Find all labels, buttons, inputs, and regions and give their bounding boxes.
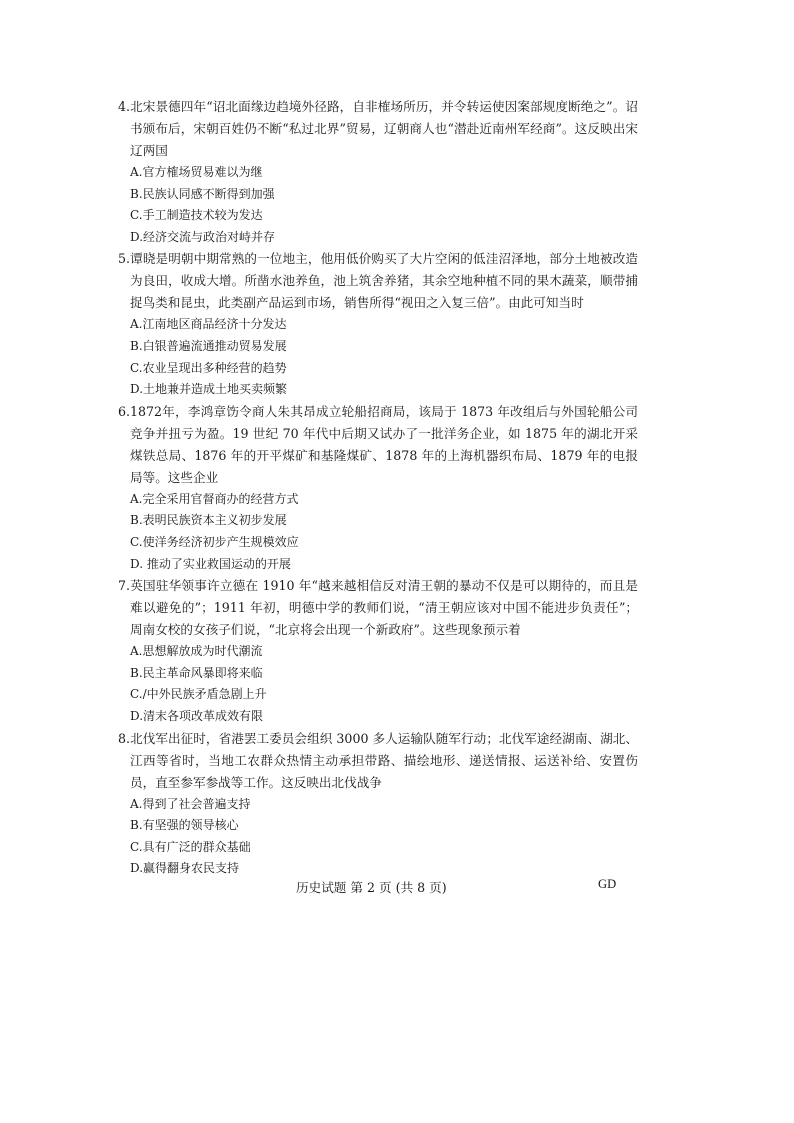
option-b: B.民族认同感不断得到加强: [130, 186, 275, 201]
option-a: A.思想解放成为时代潮流: [130, 644, 263, 659]
option-b: B.表明民族资本主义初步发展: [130, 513, 287, 528]
question-stem: 6.1872年，李鸿章饬令商人朱其昂成立轮船招商局，该局于 1873 年改组后与外国轮船公司竞争并扭亏为盈。19 世纪 70 年代中后期又试办了一批洋务企业，如 1875 年的湖北开采煤铁总局、1876 年的开平煤矿和基隆煤矿、1878 年的上海机器织布局、1879 年的电报局等。这些企业: [118, 403, 638, 485]
question-8: [118, 728, 638, 880]
option-b: B.有坚强的领导核心: [130, 818, 239, 833]
option-b: B.白银普遍流通推动贸易发展: [130, 338, 287, 353]
option-c: C.农业呈现出多种经营的趋势: [130, 360, 287, 375]
option-c: C.具有广泛的群众基础: [130, 839, 251, 854]
option-c: C.使洋务经济初步产生规模效应: [130, 534, 299, 549]
page-footer: [0, 874, 794, 898]
question-stem: 7.英国驻华领事许立德在 1910 年“越来越相信反对清王朝的暴动不仅是可以期待的，而且是难以避免的”；1911 年初，明德中学的教师们说，“清王朝应该对中国不能进步负责任”；周南女校的女孩子们说，“北京将会出现一个新政府”。这些现象预示着: [118, 578, 638, 638]
option-c: C./中外民族矛盾急剧上升: [130, 687, 267, 702]
question-6: [118, 401, 638, 575]
page-number-label: 历史试题 第 2 页 (共 8 页): [296, 880, 447, 895]
question-stem: 8.北伐军出征时，省港罢工委员会组织 3000 多人运输队随军行动；北伐军途经湖南、湖北、江西等省时，当地工农群众热情主动承担带路、描绘地形、递送情报、运送补给、安置伤员，直至参军参战等工作。这反映出北伐战争: [118, 730, 638, 790]
option-a: A.完全采用官督商办的经营方式: [130, 491, 299, 506]
option-a: A.江南地区商品经济十分发达: [130, 317, 287, 332]
option-c: C.手工制造技术较为发达: [130, 208, 263, 223]
exam-page: [118, 96, 638, 880]
region-code: GD: [598, 877, 617, 891]
question-7: [118, 575, 638, 727]
option-b: B.民主革命风暴即将来临: [130, 665, 263, 680]
option-a: A.得到了社会普遍支持: [130, 796, 251, 811]
question-stem: 5.谭晓是明朝中期常熟的一位地主，他用低价购买了大片空闲的低洼沼泽地，部分土地被改造为良田，收成大增。所凿水池养鱼，池上筑舍养猪，其余空地种植不同的果木蔬菜，顺带捕捉鸟类和昆虫，此类副产品运到市场，销售所得“视田之入复三倍”。由此可知当时: [118, 251, 638, 311]
option-d: D.土地兼并造成土地买卖频繁: [130, 382, 288, 397]
option-d: D.赢得翻身农民支持: [130, 861, 240, 876]
question-stem: 4.北宋景德四年“诏北面缘边趋境外径路，自非榷场所历，并令转运使因案部规度断绝之”。诏书颁布后，宋朝百姓仍不断“私过北界”贸易，辽朝商人也“潜赴近南州军经商”。这反映出宋辽两国: [118, 99, 638, 158]
option-d: D. 推动了实业救国运动的开展: [130, 556, 291, 571]
option-d: D.清末各项改革成效有限: [130, 708, 264, 723]
option-d: D.经济交流与政治对峙并存: [130, 229, 276, 244]
question-4: [118, 96, 638, 248]
option-a: A.官方榷场贸易难以为继: [130, 165, 263, 179]
question-5: [118, 248, 638, 400]
